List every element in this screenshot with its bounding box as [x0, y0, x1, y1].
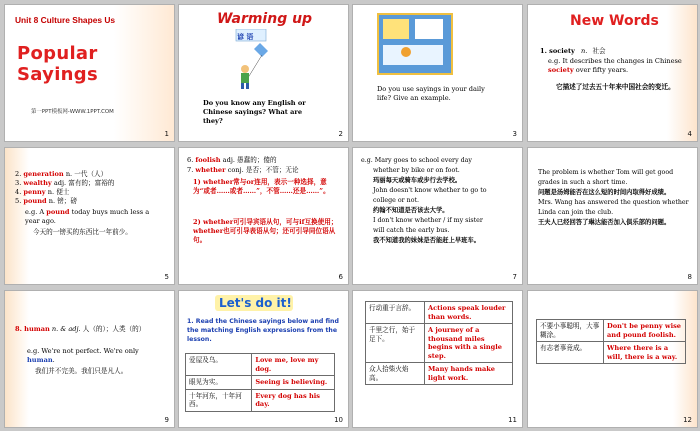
vocab-meaning: 社会	[592, 47, 606, 55]
slide-number: 8	[687, 273, 692, 281]
example-text-b: over fifty years.	[573, 66, 629, 74]
slide-number: 4	[687, 130, 692, 138]
table-row: 千里之行，始于足下。 A journey of a thousand miles begins with a single step.	[366, 324, 513, 363]
slide-number: 1	[164, 130, 169, 138]
table-row: 十年河东，十年河西。 Every dog has his day.	[186, 389, 335, 411]
slide-number: 10	[334, 416, 343, 424]
vocab-word: 1. society	[540, 47, 575, 55]
vocab-entry	[540, 47, 685, 56]
slide-thumbnail-9[interactable]	[4, 290, 175, 428]
example-zh: 它描述了过去五十年来中国社会的变迁。	[556, 83, 675, 91]
example-en	[548, 57, 686, 75]
table-row: 有志者事竟成。 Where there is a will, there is a way.	[537, 342, 686, 364]
table-row: 爱屋及乌。 Love me, love my dog.	[186, 354, 335, 376]
example-en: e.g. A pound today buys much less a year ago.	[25, 208, 150, 225]
slide-thumbnail-8[interactable]	[527, 147, 698, 285]
example-list: e.g. Mary goes to school every day whether by bike or on foot. 玛丽每天或骑车或步行去学校。 John doesn't know whether to go to college or not. 约翰不知道是否该去大学。 I don't know whether / if my sister will catch the early bus. 我不知道我的妹妹是否能赶上早班车。	[361, 157, 487, 244]
example-zh: 今天的一镑买的东西比一年前少。	[33, 228, 132, 236]
vocab-entry: 6. foolish adj. 愚蠢的；傻的	[187, 156, 277, 164]
bulletin-board-image	[377, 13, 453, 75]
slide-number: 2	[338, 130, 343, 138]
slide-thumbnail-11[interactable]	[352, 290, 523, 428]
vocab-line: 5. pound n. 镑；磅	[15, 197, 77, 205]
slide-number: 12	[683, 416, 692, 424]
vocab-line: 4. penny n. 便士	[15, 188, 70, 196]
slide-number: 11	[508, 416, 517, 424]
usage-note-1: 1) whether常与or连用，表示一种选择，意为“或者……或者……”，不管……还是……”。	[193, 178, 330, 195]
matching-table	[536, 319, 686, 364]
vocab-line: 2. generation n. 一代（人）	[15, 170, 108, 178]
example-en: e.g. We're not perfect. We're only human.	[27, 347, 139, 364]
slide-title: Warming up	[217, 11, 313, 27]
slide-thumbnail-7[interactable]	[352, 147, 523, 285]
slide-thumbnail-4[interactable]	[527, 4, 698, 142]
question-text: Do you know any English or Chinese sayings? What are they?	[203, 99, 306, 125]
unit-title: Unit 8 Culture Shapes Us	[15, 15, 116, 25]
example-text-a: It describes the changes in Chinese	[562, 57, 682, 65]
slide-thumbnail-2[interactable]	[178, 4, 349, 142]
vocab-entry: 8. human n. & adj. 人（的）；人类（的）	[15, 325, 146, 333]
slide-number: 3	[512, 130, 517, 138]
table-row: 众人拾柴火焰高。 Many hands make light work.	[366, 363, 513, 385]
slide-thumbnail-6[interactable]	[178, 147, 349, 285]
vocab-list	[15, 170, 165, 206]
usage-note-2: 2) whether可引导宾语从句，可与if互换使用；whether也可引导表语从句；还可引导同位语从句。	[193, 218, 338, 244]
example-highlight: society	[548, 66, 574, 74]
slide-thumbnail-3[interactable]	[352, 4, 523, 142]
slide-number: 6	[338, 273, 343, 281]
slide-thumbnail-12[interactable]	[527, 290, 698, 428]
slide-deco	[5, 291, 29, 427]
slide-thumbnail-10[interactable]	[178, 290, 349, 428]
example-list: The problem is whether Tom will get good grades in such a short time. 问题是汤姆能否在这么短的时间内取得好成绩。 Mrs. Wang has answered the question whether Linda can join the club. 王夫人已经回答了琳达能否加入俱乐部的问题。	[538, 169, 689, 226]
slide-title: Let's do it!	[219, 296, 292, 310]
instruction-text: 1. Read the Chinese sayings below and find the matching English expressions from the lesson.	[187, 318, 339, 343]
example-label: e.g.	[548, 57, 561, 65]
matching-table	[185, 353, 335, 412]
vocab-line: 3. wealthy adj. 富有的；富裕的	[15, 179, 115, 187]
example-zh: 我们并不完美。我们只是凡人。	[35, 367, 128, 375]
slide-number: 5	[164, 273, 169, 281]
question-text: Do you use sayings in your daily life? Give an example.	[377, 85, 485, 102]
slide-thumbnail-5[interactable]	[4, 147, 175, 285]
chinese-label: 谚 语	[237, 33, 254, 41]
table-row: 眼见为实。 Seeing is believing.	[186, 376, 335, 390]
matching-table	[365, 301, 513, 385]
slide-number: 7	[512, 273, 517, 281]
slide-number: 9	[164, 416, 169, 424]
table-row: 行动重于言辞。 Actions speak louder than words.	[366, 302, 513, 324]
slide-thumbnail-1[interactable]	[4, 4, 175, 142]
template-credit: 第一PPT模板网-WWW.1PPT.COM	[31, 109, 114, 115]
lesson-title: Popular Sayings	[17, 43, 98, 85]
vocab-pos: n.	[581, 47, 588, 55]
slide-title: New Words	[570, 13, 659, 29]
vocab-entry: 7. whether conj. 是否；不管；无论	[187, 166, 299, 174]
table-row: 不要小事聪明，大事糊涂。 Don't be penny wise and pound foolish.	[537, 320, 686, 342]
